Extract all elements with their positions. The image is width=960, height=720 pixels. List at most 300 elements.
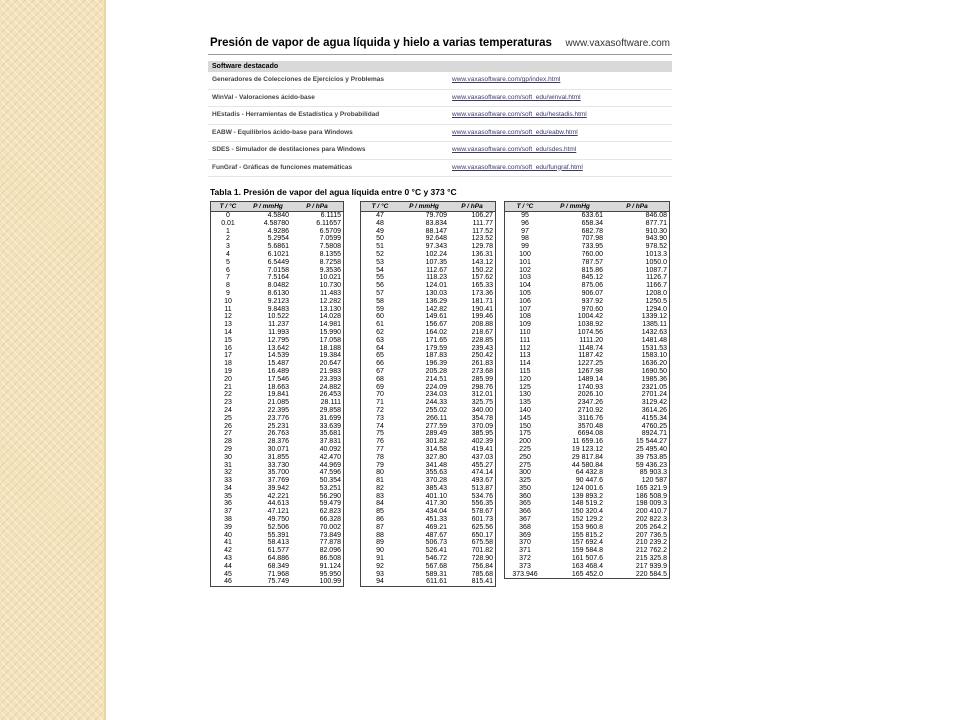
pressure-hpa-cell: 33.639 — [319, 422, 341, 430]
temperature-cell: 112 — [519, 344, 531, 352]
temperature-cell: 95 — [521, 212, 529, 219]
pressure-mmhg-cell: 42.221 — [267, 492, 289, 500]
pressure-mmhg-cell: 526.41 — [425, 547, 447, 555]
table-row — [361, 282, 496, 290]
pressure-mmhg-cell: 301.82 — [425, 438, 447, 446]
table-row — [211, 524, 344, 532]
temperature-cell: 96 — [521, 219, 529, 227]
featured-software-section — [208, 61, 672, 177]
pressure-mmhg-cell: 21.085 — [267, 399, 289, 407]
table-row — [505, 376, 670, 384]
pressure-hpa-cell: 40.092 — [319, 445, 341, 453]
table-row — [361, 376, 496, 384]
table-row — [211, 368, 344, 376]
table-row — [361, 508, 496, 516]
temperature-cell: 10 — [224, 297, 232, 305]
temperature-cell: 150 — [519, 422, 531, 430]
header-temperature: T / °C — [505, 202, 546, 212]
pressure-hpa-cell: 205 264.2 — [635, 523, 667, 531]
pressure-hpa-cell: 325.75 — [471, 399, 493, 407]
pressure-hpa-cell: 250.42 — [471, 352, 493, 360]
pressure-mmhg-cell: 760.00 — [581, 250, 603, 258]
pressure-mmhg-cell: 164.02 — [425, 328, 447, 336]
header-pressure-mmhg: P / mmHg — [399, 202, 449, 212]
pressure-hpa-cell: 1294.0 — [645, 305, 667, 313]
pressure-hpa-cell: 785.68 — [471, 570, 493, 578]
temperature-cell: 54 — [376, 266, 384, 274]
temperature-cell: 81 — [376, 477, 384, 485]
table-row — [211, 555, 344, 563]
pressure-mmhg-cell: 6.5449 — [267, 258, 289, 266]
temperature-cell: 50 — [376, 235, 384, 243]
pressure-mmhg-cell: 29 817.84 — [571, 453, 603, 461]
pressure-hpa-cell: 14.028 — [319, 313, 341, 321]
temperature-cell: 30 — [224, 453, 232, 461]
pressure-mmhg-cell: 14.539 — [267, 352, 289, 360]
pressure-hpa-cell: 1636.20 — [641, 360, 667, 368]
table-row — [505, 228, 670, 236]
table-row — [505, 462, 670, 470]
table-row — [211, 578, 344, 586]
table-row — [361, 313, 496, 321]
pressure-hpa-cell: 150.22 — [471, 266, 493, 274]
pressure-mmhg-cell: 157 692.4 — [571, 539, 603, 547]
pressure-mmhg-cell: 58.413 — [267, 539, 289, 547]
pressure-mmhg-cell: 255.02 — [425, 406, 447, 414]
temperature-cell: 111 — [519, 336, 531, 344]
pressure-mmhg-cell: 277.59 — [425, 422, 447, 430]
temperature-cell: 83 — [376, 492, 384, 500]
pressure-hpa-cell: 37.831 — [319, 438, 341, 446]
software-row — [208, 90, 672, 108]
table-row — [505, 345, 670, 353]
pressure-hpa-cell: 239.43 — [471, 344, 493, 352]
pressure-mmhg-cell: 165 452.0 — [571, 570, 603, 578]
pressure-hpa-cell: 1050.0 — [645, 258, 667, 266]
pressure-mmhg-cell: 19.841 — [267, 391, 289, 399]
pressure-hpa-cell: 15.990 — [319, 328, 341, 336]
software-name: HEstadis - Herramientas de Estadística y Probabilidad — [212, 111, 380, 118]
pressure-mmhg-cell: 1004.42 — [577, 313, 603, 321]
table-row — [505, 267, 670, 275]
temperature-cell: 175 — [519, 430, 531, 438]
pressure-mmhg-cell: 4.5840 — [267, 212, 289, 219]
table-row — [211, 298, 344, 306]
table-row — [361, 267, 496, 275]
table-row — [361, 360, 496, 368]
table-row — [505, 282, 670, 290]
table-row — [361, 212, 496, 220]
software-link[interactable]: www.vaxasoftware.com/soft_edu/eabw.html — [452, 128, 578, 136]
table-row — [211, 516, 344, 524]
pressure-mmhg-cell: 22.395 — [267, 406, 289, 414]
pressure-mmhg-cell: 30.071 — [267, 445, 289, 453]
software-link[interactable]: www.vaxasoftware.com/soft_edu/sdes.html — [452, 146, 577, 153]
pressure-mmhg-cell: 17.546 — [267, 375, 289, 383]
pressure-mmhg-cell: 289.49 — [425, 430, 447, 438]
pressure-hpa-cell: 120 587 — [641, 477, 667, 485]
temperature-cell: 47 — [376, 212, 384, 219]
temperature-cell: 26 — [224, 422, 232, 430]
temperature-cell: 74 — [376, 422, 384, 430]
temperature-cell: 60 — [376, 313, 384, 321]
pressure-mmhg-cell: 1074.56 — [577, 328, 603, 336]
document-page — [208, 36, 672, 641]
temperature-cell: 34 — [224, 484, 232, 492]
table-row — [211, 462, 344, 470]
table-row — [211, 259, 344, 267]
temperature-cell: 88 — [376, 531, 384, 539]
pressure-hpa-cell: 91.124 — [319, 562, 341, 570]
pressure-hpa-cell: 1250.5 — [645, 297, 667, 305]
pressure-mmhg-cell: 6.1021 — [267, 250, 289, 258]
pressure-hpa-cell: 1583.10 — [641, 352, 667, 360]
pressure-mmhg-cell: 28.376 — [267, 438, 289, 446]
temperature-cell: 42 — [224, 547, 232, 555]
table-row — [211, 306, 344, 314]
software-link[interactable]: www.vaxasoftware.com/soft_edu/fungraf.html — [452, 163, 583, 171]
temperature-cell: 19 — [224, 367, 232, 375]
pressure-hpa-cell: 3129.42 — [641, 399, 667, 407]
pressure-mmhg-cell: 2026.10 — [577, 391, 603, 399]
table-row — [211, 438, 344, 446]
pressure-hpa-cell: 53.251 — [319, 484, 341, 492]
temperature-cell: 79 — [376, 461, 384, 469]
pressure-hpa-cell: 877.71 — [645, 219, 667, 227]
pressure-mmhg-cell: 55.391 — [267, 531, 289, 539]
table-row — [361, 539, 496, 547]
temperature-cell: 12 — [224, 313, 232, 321]
pressure-hpa-cell: 19.384 — [319, 352, 341, 360]
pressure-hpa-cell: 129.78 — [471, 243, 493, 251]
temperature-cell: 371 — [519, 547, 531, 555]
temperature-cell: 35 — [224, 492, 232, 500]
pressure-hpa-cell: 157.62 — [471, 274, 493, 282]
pressure-mmhg-cell: 159 584.8 — [571, 547, 603, 555]
table-row — [361, 407, 496, 415]
pressure-hpa-cell: 402.39 — [471, 438, 493, 446]
software-link[interactable]: www.vaxasoftware.com/soft_edu/hestadis.html — [452, 111, 587, 118]
pressure-hpa-cell: 1432.63 — [641, 328, 667, 336]
software-row — [208, 142, 672, 160]
table-row — [211, 485, 344, 493]
pressure-hpa-cell: 190.41 — [471, 305, 493, 313]
temperature-cell: 64 — [376, 344, 384, 352]
software-link[interactable]: www.vaxasoftware.com/soft_edu/winval.html — [452, 93, 581, 101]
pressure-mmhg-cell: 152 129.2 — [571, 516, 603, 524]
temperature-cell: 145 — [519, 414, 531, 422]
vapor-pressure-table-2 — [360, 201, 496, 587]
temperature-cell: 78 — [376, 453, 384, 461]
table-row — [211, 508, 344, 516]
pressure-mmhg-cell: 451.33 — [425, 516, 447, 524]
table-row — [211, 313, 344, 321]
table-row — [505, 532, 670, 540]
table-row — [211, 220, 344, 228]
temperature-cell: 85 — [376, 508, 384, 516]
table-row — [505, 274, 670, 282]
pressure-mmhg-cell: 47.121 — [267, 508, 289, 516]
pressure-hpa-cell: 1339.12 — [641, 313, 667, 321]
pressure-mmhg-cell: 52.506 — [267, 523, 289, 531]
pressure-mmhg-cell: 97.343 — [425, 243, 447, 251]
pressure-hpa-cell: 1481.48 — [641, 336, 667, 344]
temperature-cell: 56 — [376, 282, 384, 290]
pressure-hpa-cell: 2701.24 — [641, 391, 667, 399]
table-row — [211, 415, 344, 423]
software-name: SDES - Simulador de destilaciones para Windows — [212, 146, 366, 153]
table-row — [361, 438, 496, 446]
pressure-mmhg-cell: 205.28 — [425, 367, 447, 375]
temperature-cell: 140 — [519, 406, 531, 414]
pressure-mmhg-cell: 5.6861 — [267, 243, 289, 251]
temperature-cell: 325 — [519, 477, 531, 485]
table-row — [505, 555, 670, 563]
pressure-hpa-cell: 165.33 — [471, 282, 493, 290]
table-row — [211, 267, 344, 275]
pressure-hpa-cell: 20.647 — [319, 360, 341, 368]
pressure-hpa-cell: 8.1355 — [319, 250, 341, 258]
temperature-cell: 4 — [226, 250, 230, 258]
temperature-cell: 102 — [519, 266, 531, 274]
temperature-cell: 9 — [226, 289, 230, 297]
pressure-mmhg-cell: 79.709 — [425, 212, 447, 219]
temperature-cell: 300 — [519, 469, 531, 477]
pressure-hpa-cell: 208.88 — [471, 321, 493, 329]
pressure-hpa-cell: 2321.05 — [641, 383, 667, 391]
pressure-hpa-cell: 136.31 — [471, 250, 493, 258]
pressure-mmhg-cell: 136.29 — [425, 297, 447, 305]
pressure-hpa-cell: 14.981 — [319, 321, 341, 329]
table-row — [505, 415, 670, 423]
table-row — [505, 423, 670, 431]
pressure-mmhg-cell: 9.2123 — [267, 297, 289, 305]
software-row — [208, 72, 672, 90]
table-row — [361, 290, 496, 298]
pressure-mmhg-cell: 90 447.6 — [575, 477, 603, 485]
temperature-cell: 5 — [226, 258, 230, 266]
pressure-mmhg-cell: 155 815.2 — [571, 531, 603, 539]
pressure-hpa-cell: 70.002 — [319, 523, 341, 531]
temperature-cell: 90 — [376, 547, 384, 555]
pressure-mmhg-cell: 102.24 — [425, 250, 447, 258]
pressure-hpa-cell: 6.11657 — [316, 219, 341, 227]
pressure-hpa-cell: 165 321.9 — [635, 484, 667, 492]
temperature-cell: 52 — [376, 250, 384, 258]
table-row — [505, 485, 670, 493]
temperature-cell: 373 — [519, 562, 531, 570]
pressure-mmhg-cell: 1489.14 — [577, 375, 603, 383]
temperature-cell: 104 — [519, 282, 531, 290]
pressure-mmhg-cell: 314.58 — [425, 445, 447, 453]
temperature-cell: 92 — [376, 562, 384, 570]
pressure-mmhg-cell: 733.95 — [581, 243, 603, 251]
temperature-cell: 45 — [224, 570, 232, 578]
temperature-cell: 33 — [224, 477, 232, 485]
site-url-link[interactable]: www.vaxasoftware.com — [565, 38, 670, 49]
pressure-hpa-cell: 1087.7 — [645, 266, 667, 274]
pressure-hpa-cell: 578.67 — [471, 508, 493, 516]
temperature-cell: 7 — [226, 274, 230, 282]
temperature-cell: 13 — [224, 321, 232, 329]
table-row — [505, 516, 670, 524]
temperature-cell: 373.946 — [512, 570, 538, 578]
temperature-cell: 44 — [224, 562, 232, 570]
temperature-cell: 99 — [521, 243, 529, 251]
table-row — [361, 430, 496, 438]
temperature-cell: 69 — [376, 383, 384, 391]
temperature-cell: 36 — [224, 500, 232, 508]
table-row — [361, 235, 496, 243]
table-row — [211, 274, 344, 282]
table-row — [505, 290, 670, 298]
pressure-mmhg-cell: 83.834 — [425, 219, 447, 227]
pressure-hpa-cell: 1985.36 — [641, 375, 667, 383]
temperature-cell: 91 — [376, 555, 384, 563]
pressure-mmhg-cell: 142.82 — [425, 305, 447, 313]
pressure-hpa-cell: 200 410.7 — [635, 508, 667, 516]
pressure-mmhg-cell: 1038.92 — [577, 321, 603, 329]
table-row — [505, 329, 670, 337]
pressure-mmhg-cell: 355.63 — [425, 469, 447, 477]
table-row — [505, 212, 670, 220]
document-header — [208, 36, 672, 55]
pressure-hpa-cell: 815.41 — [471, 578, 493, 586]
table-row — [505, 477, 670, 485]
pressure-mmhg-cell: 341.48 — [425, 461, 447, 469]
temperature-cell: 3 — [226, 243, 230, 251]
pressure-mmhg-cell: 8.0482 — [267, 282, 289, 290]
pressure-mmhg-cell: 150 320.4 — [571, 508, 603, 516]
software-row — [208, 160, 672, 178]
temperature-cell: 77 — [376, 445, 384, 453]
pressure-mmhg-cell: 12.795 — [267, 336, 289, 344]
temperature-cell: 18 — [224, 360, 232, 368]
pressure-hpa-cell: 4760.25 — [641, 422, 667, 430]
pressure-mmhg-cell: 23.776 — [267, 414, 289, 422]
pressure-hpa-cell: 1166.7 — [646, 282, 667, 290]
temperature-cell: 23 — [224, 399, 232, 407]
temperature-cell: 110 — [519, 328, 531, 336]
table-row — [211, 212, 344, 220]
pressure-hpa-cell: 123.52 — [471, 235, 493, 243]
pressure-mmhg-cell: 107.35 — [425, 258, 447, 266]
table-row — [211, 532, 344, 540]
temperature-cell: 365 — [519, 500, 531, 508]
pressure-mmhg-cell: 11.237 — [268, 321, 289, 329]
temperature-cell: 350 — [519, 484, 531, 492]
pressure-mmhg-cell: 11 659.16 — [572, 438, 603, 446]
table-caption: Tabla 1. Presión de vapor del agua líquida entre 0 °C y 373 °C — [210, 187, 457, 197]
pressure-hpa-cell: 312.01 — [471, 391, 493, 399]
pressure-mmhg-cell: 149.61 — [425, 313, 447, 321]
temperature-cell: 63 — [376, 336, 384, 344]
pressure-hpa-cell: 513.87 — [471, 484, 493, 492]
pressure-hpa-cell: 1690.50 — [641, 367, 667, 375]
pressure-hpa-cell: 28.111 — [320, 399, 341, 407]
header-temperature: T / °C — [361, 202, 400, 212]
table-row — [361, 259, 496, 267]
pressure-hpa-cell: 285.99 — [471, 375, 493, 383]
pressure-hpa-cell: 12.282 — [319, 297, 341, 305]
temperature-cell: 58 — [376, 297, 384, 305]
temperature-cell: 93 — [376, 570, 384, 578]
temperature-cell: 84 — [376, 500, 384, 508]
table-row — [505, 539, 670, 547]
temperature-cell: 24 — [224, 406, 232, 414]
pressure-hpa-cell: 199.46 — [471, 313, 493, 321]
table-row — [211, 321, 344, 329]
pressure-hpa-cell: 220 584.5 — [635, 570, 667, 578]
pressure-mmhg-cell: 385.43 — [425, 484, 447, 492]
table-row — [211, 290, 344, 298]
header-pressure-mmhg: P / mmHg — [545, 202, 605, 212]
pressure-mmhg-cell: 469.21 — [425, 523, 447, 531]
pressure-hpa-cell: 42.470 — [319, 453, 341, 461]
temperature-cell: 32 — [224, 469, 232, 477]
table-row — [505, 321, 670, 329]
pressure-mmhg-cell: 234.03 — [425, 391, 447, 399]
temperature-cell: 21 — [224, 383, 232, 391]
software-link[interactable]: www.vaxasoftware.com/gp/index.html — [452, 76, 561, 83]
pressure-mmhg-cell: 44.613 — [267, 500, 289, 508]
pressure-hpa-cell: 73.849 — [319, 531, 341, 539]
pressure-hpa-cell: 86.508 — [319, 555, 341, 563]
pressure-mmhg-cell: 1148.74 — [578, 344, 603, 352]
pressure-hpa-cell: 217 939.9 — [635, 562, 667, 570]
temperature-cell: 135 — [519, 399, 531, 407]
document-title: Presión de vapor de agua líquida y hielo a varias temperaturas — [210, 37, 552, 49]
pressure-mmhg-cell: 506.73 — [425, 539, 447, 547]
temperature-cell: 105 — [519, 289, 531, 297]
temperature-cell: 370 — [519, 539, 531, 547]
pressure-hpa-cell: 186 508.9 — [635, 492, 667, 500]
pressure-mmhg-cell: 35.700 — [267, 469, 289, 477]
table-row — [361, 321, 496, 329]
table-row — [361, 345, 496, 353]
table-row — [361, 469, 496, 477]
pressure-mmhg-cell: 171.65 — [425, 336, 447, 344]
pressure-mmhg-cell: 187.83 — [425, 352, 447, 360]
pressure-mmhg-cell: 567.68 — [425, 562, 447, 570]
temperature-cell: 107 — [519, 305, 531, 313]
vapor-pressure-tables — [208, 201, 672, 641]
temperature-cell: 101 — [519, 258, 531, 266]
table-row — [211, 407, 344, 415]
pressure-hpa-cell: 18.188 — [319, 344, 341, 352]
table-row — [361, 352, 496, 360]
pressure-mmhg-cell: 214.51 — [425, 375, 447, 383]
temperature-cell: 360 — [519, 492, 531, 500]
table-row — [361, 462, 496, 470]
pressure-hpa-cell: 625.56 — [471, 523, 493, 531]
table-row — [505, 563, 670, 571]
pressure-hpa-cell: 117.52 — [472, 227, 493, 235]
table-row — [211, 235, 344, 243]
table-row — [361, 477, 496, 485]
temperature-cell: 61 — [376, 321, 384, 329]
software-row — [208, 107, 672, 125]
pressure-mmhg-cell: 64 432.8 — [575, 469, 603, 477]
temperature-cell: 75 — [376, 430, 384, 438]
temperature-cell: 20 — [224, 375, 232, 383]
temperature-cell: 1 — [226, 227, 230, 235]
temperature-cell: 22 — [224, 391, 232, 399]
pressure-mmhg-cell: 13.642 — [267, 344, 289, 352]
pressure-hpa-cell: 21.983 — [319, 367, 341, 375]
table-row — [505, 430, 670, 438]
pressure-hpa-cell: 77.878 — [319, 539, 341, 547]
